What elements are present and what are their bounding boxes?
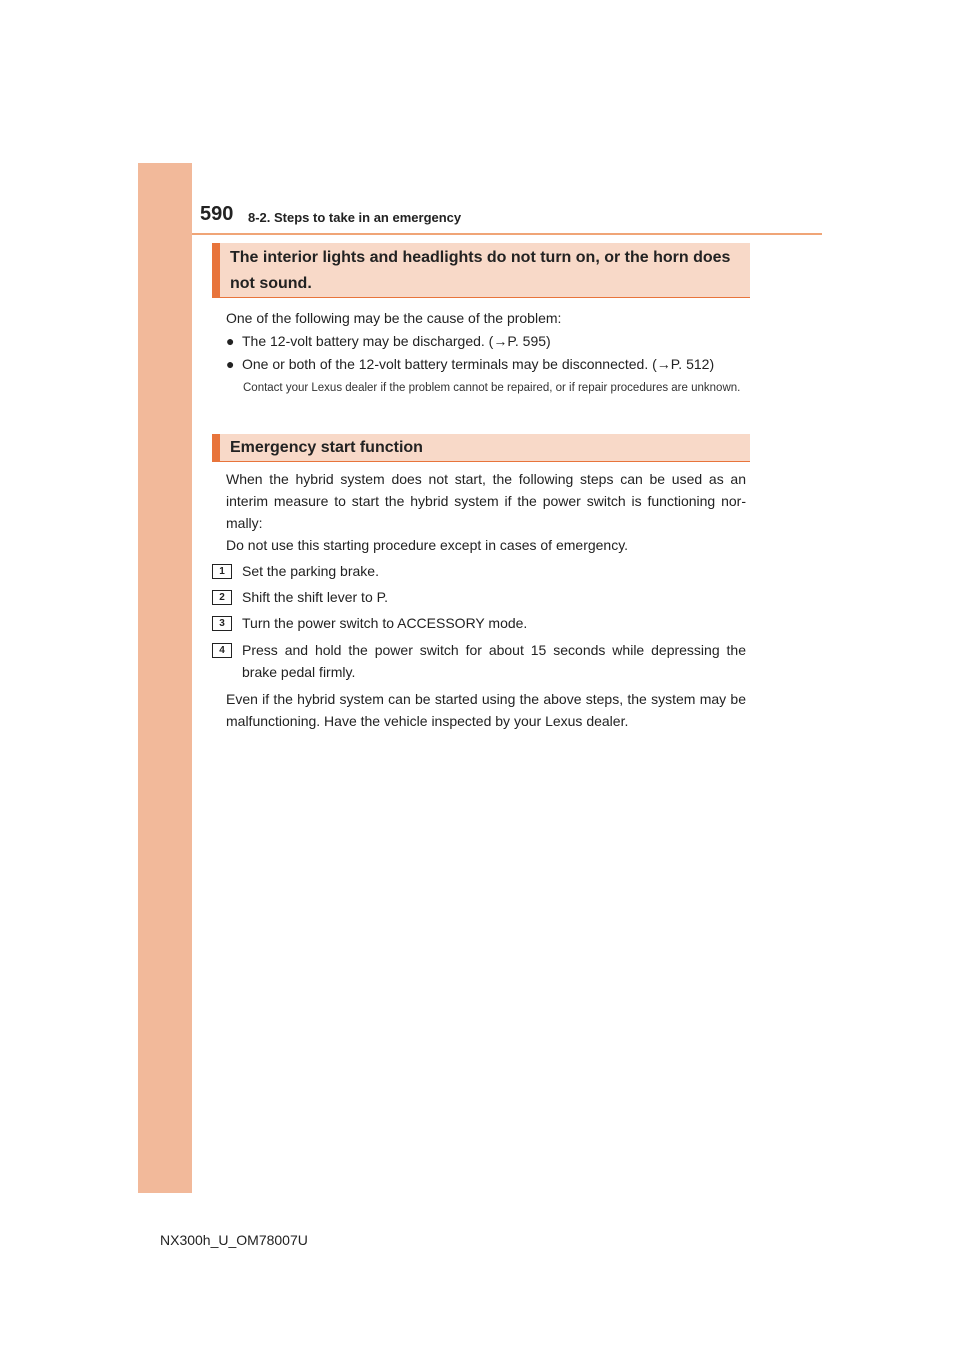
section-title: 8-2. Steps to take in an emergency [248, 210, 462, 225]
step-number-badge: 3 [212, 616, 232, 631]
bullet-icon: ● [226, 333, 235, 349]
page-number: 590 [200, 203, 234, 225]
document-code: NX300h_U_OM78007U [160, 1232, 308, 1248]
heading-lights-horn: The interior lights and headlights do not turn on, or the horn does not sound. [212, 243, 750, 298]
bullet-text: One or both of the 12-volt battery terminals may be disconnected. (→P. 512) [242, 356, 715, 372]
section2-intro: When the hybrid system does not start, the following steps can be used as an interim measure to start the hybrid system if the power switch is functioning nor-mally: [226, 471, 746, 531]
section1-note: Contact your Lexus dealer if the problem cannot be repaired, or if repair procedures are unknown. [243, 382, 741, 394]
side-color-band [138, 163, 192, 1193]
section2-warning: Do not use this starting procedure except in cases of emergency. [226, 537, 629, 553]
section2-closing: Even if the hybrid system can be started using the above steps, the system may be malfunctioning. Have the vehicle inspected by your Lexus dealer. [226, 691, 746, 729]
step-text: Shift the shift lever to P. [242, 589, 389, 605]
step-text: Set the parking brake. [242, 563, 379, 579]
bullet-text: The 12-volt battery may be discharged. (→P. 595) [242, 333, 551, 349]
bullet-item [226, 353, 756, 375]
section1-intro: One of the following may be the cause of the problem: [226, 310, 562, 326]
step-number-badge: 2 [212, 590, 232, 605]
bullet-item [226, 330, 756, 352]
step-text: Press and hold the power switch for about 15 seconds while depressing the brake pedal firmly. [242, 642, 746, 680]
step-text: Turn the power switch to ACCESSORY mode. [242, 615, 528, 631]
heading-emergency-start: Emergency start function [212, 434, 750, 462]
step-number-badge: 4 [212, 643, 232, 658]
header-divider [192, 233, 822, 235]
bullet-icon: ● [226, 356, 235, 372]
step-number-badge: 1 [212, 564, 232, 579]
